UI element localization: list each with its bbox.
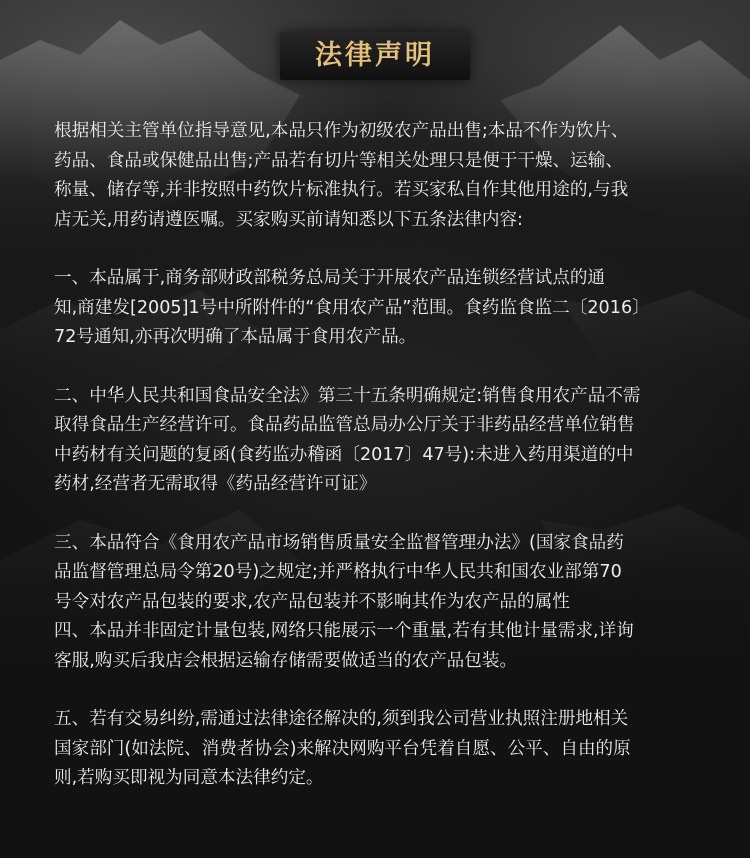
text-line: 国家部门(如法院、消费者协会)来解决网购平台凭着自愿、公平、自由的原 bbox=[54, 738, 631, 759]
text-line: 72号通知,亦再次明确了本品属于食用农产品。 bbox=[54, 327, 417, 347]
text-line: 店无关,用药请遵医嘱。买家购买前请知悉以下五条法律内容: bbox=[54, 209, 523, 230]
paragraph-intro bbox=[54, 117, 714, 235]
text-line: 客服,购买后我店会根据运输存储需要做适当的农产品包装。 bbox=[54, 650, 518, 671]
text-line: 药品、食品或保健品出售;产品若有切片等相关处理只是便于干燥、运输、 bbox=[54, 150, 623, 171]
text-line: 三、本品符合《食用农产品市场销售质量安全监督管理办法》(国家食品药 bbox=[54, 532, 624, 553]
paragraph-clause-3-4 bbox=[54, 529, 714, 677]
text-line: 品监督管理总局令第20号)之规定;并严格执行中华人民共和国农业部第70 bbox=[54, 562, 622, 582]
text-line: 取得食品生产经营许可。食品药品监管总局办公厅关于非药品经营单位销售 bbox=[54, 415, 635, 435]
text-line: 根据相关主管单位指导意见,本品只作为初级农产品出售;本品不作为饮片、 bbox=[54, 121, 629, 141]
text-line: 药材,经营者无需取得《药品经营许可证》 bbox=[54, 474, 377, 494]
text-line: 知,商建发[2005]1号中所附件的“食用农产品”范围。食药监食监二〔2016〕 bbox=[54, 297, 650, 318]
text-line: 一、本品属于,商务部财政部税务总局关于开展农产品连锁经营试点的通 bbox=[54, 268, 606, 288]
paragraph-clause-2 bbox=[54, 382, 714, 500]
text-line: 称量、储存等,并非按照中药饮片标准执行。若买家私自作其他用途的,与我 bbox=[54, 180, 629, 200]
page-title: 法律声明 bbox=[315, 40, 435, 71]
text-line: 则,若购买即视为同意本法律约定。 bbox=[54, 768, 324, 788]
legal-content bbox=[54, 117, 714, 794]
paragraph-clause-5 bbox=[54, 705, 714, 794]
text-line: 四、本品并非固定计量包装,网络只能展示一个重量,若有其他计量需求,详询 bbox=[54, 621, 634, 641]
text-line: 五、若有交易纠纷,需通过法律途径解决的,须到我公司营业执照注册地相关 bbox=[54, 709, 629, 729]
text-line: 中药材有关问题的复函(食药监办稽函〔2017〕47号):未进入药用渠道的中 bbox=[54, 444, 634, 465]
text-line: 号令对农产品包装的要求,农产品包装并不影响其作为农产品的属性 bbox=[54, 591, 570, 612]
paragraph-clause-1 bbox=[54, 264, 714, 353]
text-line: 二、中华人民共和国食品安全法》第三十五条明确规定:销售食用农产品不需 bbox=[54, 385, 641, 406]
